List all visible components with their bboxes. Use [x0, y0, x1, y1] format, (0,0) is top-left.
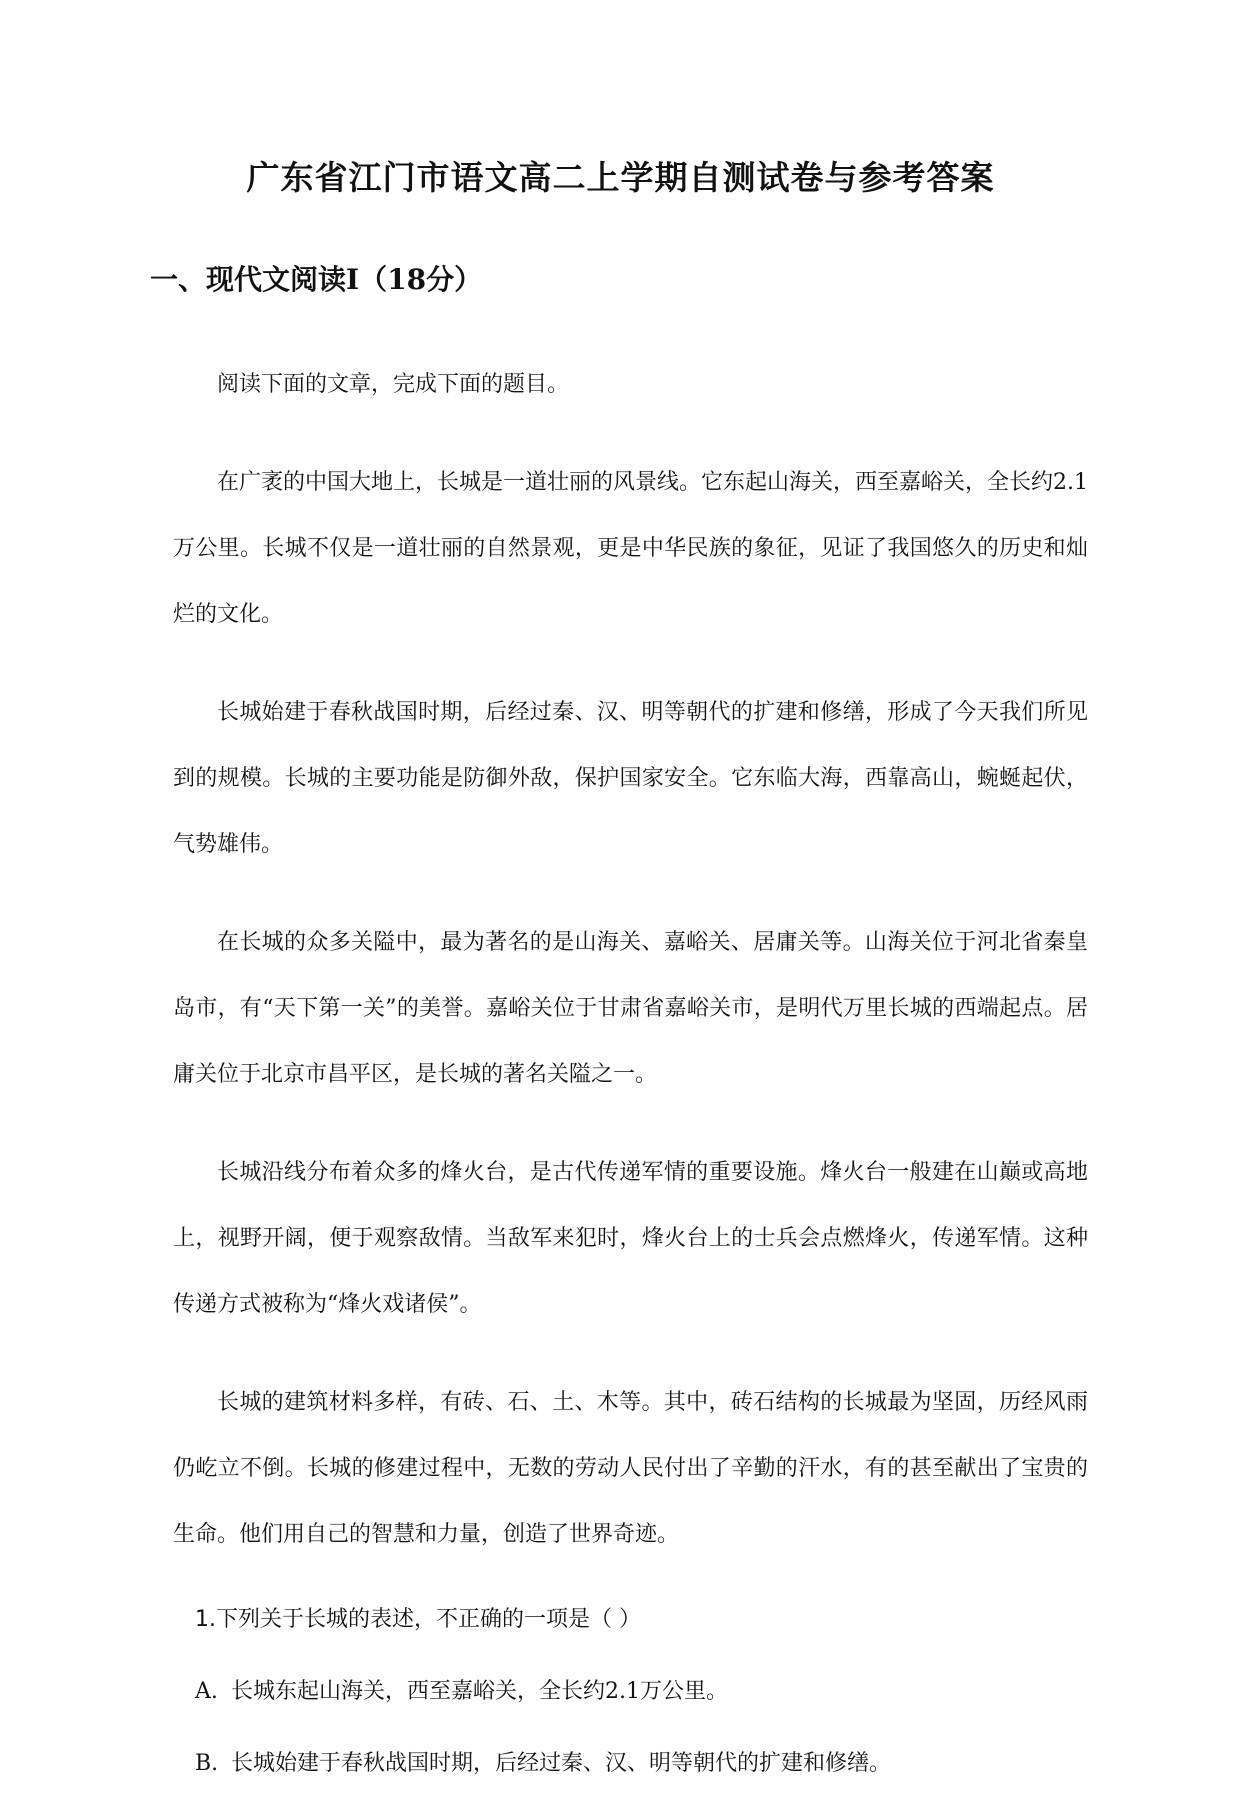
passage-paragraph: 在广袤的中国大地上，长城是一道壮丽的风景线。它东起山海关，西至嘉峪关，全长约2.1万公里。长城不仅是一道壮丽的自然景观，更是中华民族的象征，见证了我国悠久的历史和灿烂的文化。 [173, 470, 1088, 627]
question-stem [173, 1600, 1088, 1640]
option-text: 长城始建于春秋战国时期，后经过秦、汉、明等朝代的扩建和修缮。 [231, 1751, 892, 1776]
option-letter: B. [195, 1751, 219, 1776]
instruction-text: 阅读下面的文章，完成下面的题目。 [217, 372, 570, 397]
question-number: 1. [195, 1607, 216, 1632]
question-text: 下列关于长城的表述，不正确的一项是（ ） [216, 1607, 641, 1632]
passage-paragraph: 长城沿线分布着众多的烽火台，是古代传递军情的重要设施。烽火台一般建在山巅或高地上，视野开阔，便于观察敌情。当敌军来犯时，烽火台上的士兵会点燃烽火，传递军情。这种传递方式被称为“烽火戏诸侯”。 [173, 1160, 1088, 1317]
option-letter: A. [195, 1679, 218, 1704]
document-title: 广东省江门市语文高二上学期自测试卷与参考答案 [246, 158, 995, 197]
passage-paragraph: 长城的建筑材料多样，有砖、石、土、木等。其中，砖石结构的长城最为坚固，历经风雨仍屹立不倒。长城的修建过程中，无数的劳动人民付出了辛勤的汗水，有的甚至献出了宝贵的生命。他们用自己的智慧和力量，创造了世界奇迹。 [173, 1390, 1088, 1547]
passage-paragraph: 长城始建于春秋战国时期，后经过秦、汉、明等朝代的扩建和修缮，形成了今天我们所见到的规模。长城的主要功能是防御外敌，保护国家安全。它东临大海，西靠高山，蜿蜒起伏，气势雄伟。 [173, 700, 1088, 857]
reading-passage [173, 352, 1088, 1816]
passage-paragraph: 在长城的众多关隘中，最为著名的是山海关、嘉峪关、居庸关等。山海关位于河北省秦皇岛市，有“天下第一关”的美誉。嘉峪关位于甘肃省嘉峪关市，是明代万里长城的西端起点。居庸关位于北京市昌平区，是长城的著名关隘之一。 [173, 930, 1088, 1087]
answer-option-a [173, 1672, 1088, 1712]
answer-option-b [173, 1744, 1088, 1784]
option-text: 长城东起山海关，西至嘉峪关，全长约2.1万公里。 [231, 1679, 728, 1704]
section-heading: 一、现代文阅读Ⅰ（18分） [150, 263, 483, 296]
